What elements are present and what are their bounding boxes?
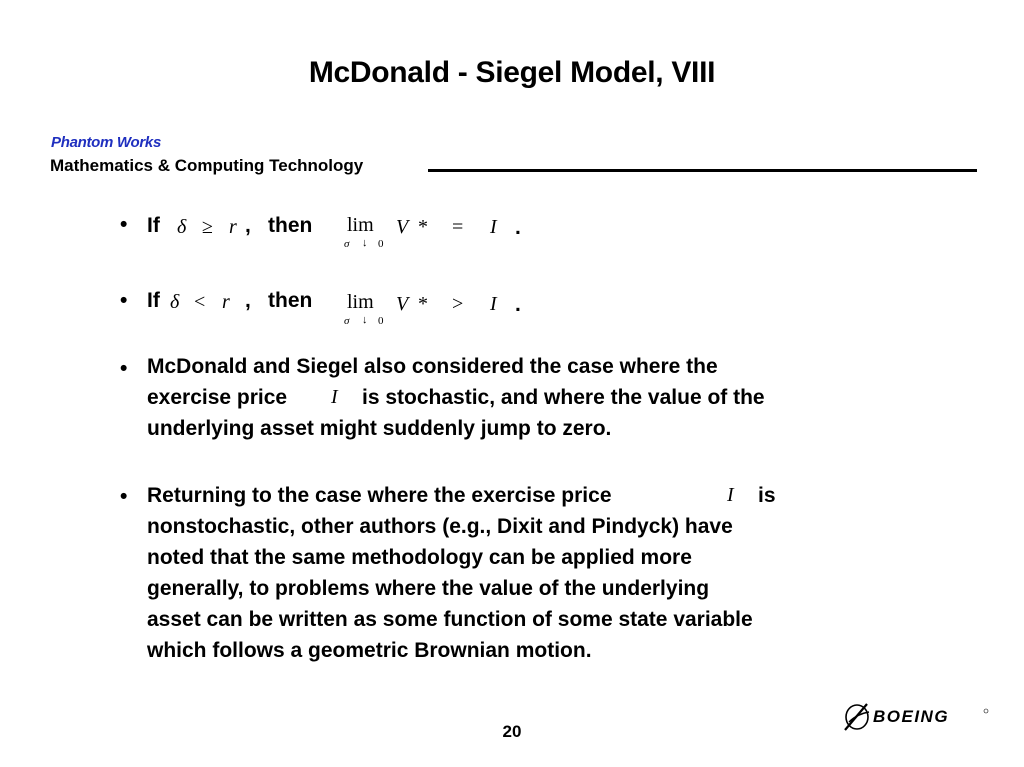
- bullet-1-period: .: [515, 216, 521, 239]
- bullet-4-line-6: which follows a geometric Brownian motion.: [147, 639, 592, 662]
- bullet-2-V: V: [396, 293, 409, 315]
- bullet-3-var-I: I: [331, 386, 338, 408]
- brand-name: Phantom Works: [51, 134, 162, 151]
- boeing-logo-graphic: [843, 700, 993, 736]
- bullet-4-line-2: nonstochastic, other authors (e.g., Dixit and Pindyck) have: [147, 515, 733, 538]
- bullet-1-I: I: [490, 216, 497, 238]
- bullet-2-delta: δ: [170, 291, 180, 313]
- bullet-3-line-1: McDonald and Siegel also considered the case where the: [147, 355, 718, 378]
- bullet-marker: •: [120, 485, 128, 508]
- bullet-1-then: then: [268, 214, 313, 237]
- bullet-2-sub-zero: 0: [378, 315, 384, 327]
- boeing-logo: [843, 700, 993, 736]
- bullet-1-relation: ≥: [202, 216, 213, 238]
- bullet-4-line-4: generally, to problems where the value of the underlying: [147, 577, 710, 600]
- bullet-1-comma: ,: [245, 214, 251, 237]
- bullet-1-lim: lim: [347, 214, 374, 236]
- bullet-1-star: *: [418, 216, 428, 238]
- bullet-marker: •: [120, 357, 128, 380]
- bullet-2-relation: <: [194, 291, 206, 313]
- bullet-4-line-3: noted that the same methodology can be applied more: [147, 546, 692, 569]
- bullet-2-I: I: [490, 293, 497, 315]
- slide-title: McDonald - Siegel Model, VIII: [308, 56, 716, 89]
- bullet-2-sub-arrow: ↓: [362, 314, 368, 326]
- bullet-2-period: .: [515, 293, 521, 316]
- header-rule: [428, 169, 977, 172]
- bullet-2-star: *: [418, 293, 428, 315]
- bullet-2-lim: lim: [347, 291, 374, 313]
- bullet-marker: •: [120, 213, 128, 236]
- bullet-1-operator: =: [452, 216, 464, 238]
- bullet-2-comma: ,: [245, 289, 251, 312]
- bullet-1-V: V: [396, 216, 409, 238]
- bullet-2-operator: >: [452, 293, 464, 315]
- bullet-2-if: If: [147, 289, 160, 312]
- bullet-1-sub-zero: 0: [378, 238, 384, 250]
- bullet-4-line-1b: is: [758, 484, 776, 507]
- boeing-wordmark: BOEING: [873, 707, 950, 726]
- bullet-marker: •: [120, 289, 128, 312]
- bullet-3-line-2a: exercise price: [147, 386, 288, 409]
- bullet-1-sub-sigma: σ: [344, 238, 350, 250]
- bullet-2-sub-sigma: σ: [344, 315, 350, 327]
- bullet-4-var-I: I: [727, 484, 734, 506]
- bullet-2-r: r: [222, 291, 230, 313]
- page-number: 20: [502, 722, 522, 741]
- bullet-1-delta: δ: [177, 216, 187, 238]
- bullet-4-line-1a: Returning to the case where the exercise price: [147, 484, 612, 507]
- bullet-4-line-5: asset can be written as some function of some state variable: [147, 608, 753, 631]
- department-name: Mathematics & Computing Technology: [50, 156, 364, 175]
- bullet-1-r: r: [229, 216, 237, 238]
- bullet-3-line-3: underlying asset might suddenly jump to zero.: [147, 417, 612, 440]
- bullet-1-sub-arrow: ↓: [362, 237, 368, 249]
- bullet-3-line-2b: is stochastic, and where the value of the: [362, 386, 765, 409]
- bullet-1-if: If: [147, 214, 160, 237]
- bullet-2-then: then: [268, 289, 313, 312]
